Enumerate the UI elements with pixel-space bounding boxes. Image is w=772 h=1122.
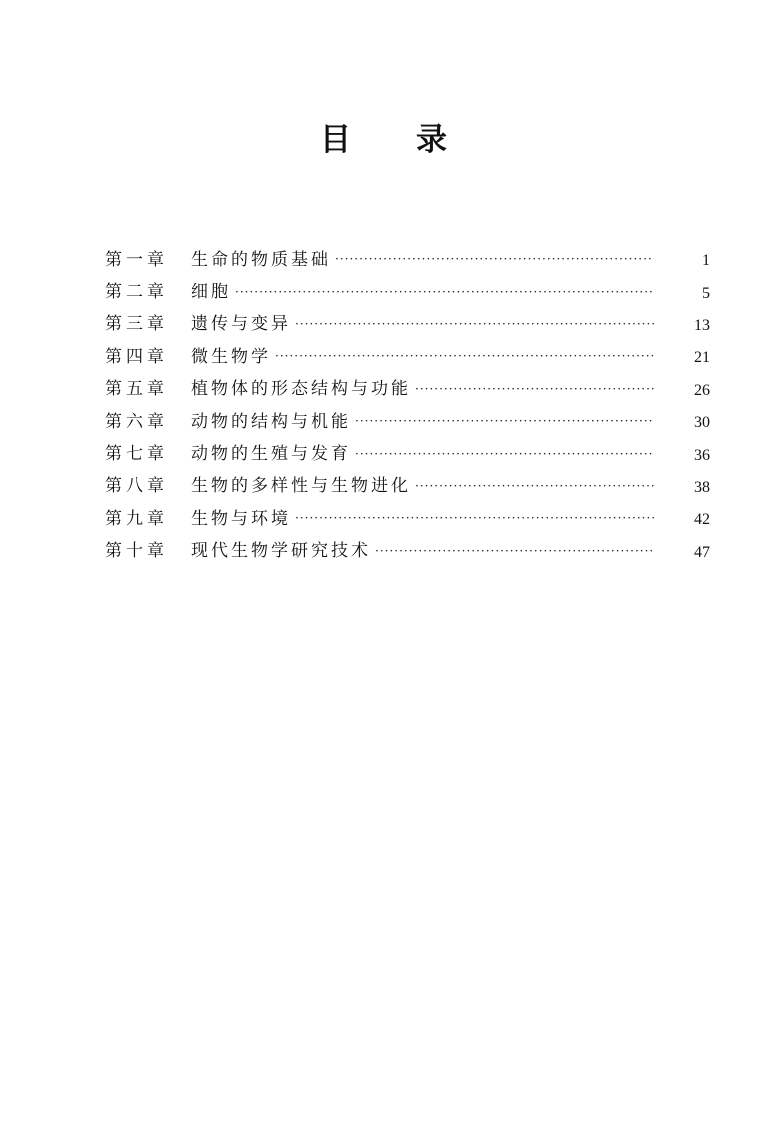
chapter-title: 动物的生殖与发育 xyxy=(191,444,351,465)
toc-entry-1[interactable] xyxy=(105,241,710,273)
chapter-number: 第九章 xyxy=(105,508,168,529)
dot-leader xyxy=(235,285,654,299)
chapter-title: 植物体的形态结构与功能 xyxy=(191,379,411,400)
chapter-number: 第五章 xyxy=(105,379,168,400)
page-number: 47 xyxy=(694,543,710,561)
title-char-1: 目 xyxy=(320,122,351,158)
dot-leader xyxy=(295,317,654,331)
dot-leader xyxy=(295,511,654,525)
page-number: 42 xyxy=(694,511,710,529)
page-number: 21 xyxy=(694,349,710,367)
toc-entry-3[interactable] xyxy=(105,306,710,338)
dot-leader xyxy=(355,414,654,428)
chapter-number: 第七章 xyxy=(105,444,168,465)
chapter-title: 微生物学 xyxy=(191,346,271,367)
title-char-2: 录 xyxy=(416,122,447,158)
chapter-number: 第四章 xyxy=(105,346,168,367)
toc-entry-8[interactable] xyxy=(105,468,710,500)
toc-entry-7[interactable] xyxy=(105,435,710,467)
chapter-number: 第十章 xyxy=(105,541,168,562)
chapter-number: 第八章 xyxy=(105,476,168,497)
dot-leader xyxy=(355,447,654,461)
toc-entry-9[interactable] xyxy=(105,500,710,532)
toc-entry-2[interactable] xyxy=(105,273,710,305)
chapter-number: 第三章 xyxy=(105,314,168,335)
page-number: 13 xyxy=(694,316,710,334)
page-number: 26 xyxy=(694,381,710,399)
dot-leader xyxy=(415,479,654,493)
chapter-number: 第二章 xyxy=(105,282,168,303)
dot-leader xyxy=(375,544,654,558)
page-number: 36 xyxy=(694,446,710,464)
chapter-title: 细胞 xyxy=(191,282,231,303)
page-number: 5 xyxy=(702,284,710,302)
page-number: 38 xyxy=(694,478,710,496)
chapter-title: 动物的结构与机能 xyxy=(191,411,351,432)
toc-entry-4[interactable] xyxy=(105,338,710,370)
dot-leader xyxy=(275,349,654,363)
chapter-title: 生物与环境 xyxy=(191,508,291,529)
chapter-title: 生物的多样性与生物进化 xyxy=(191,476,411,497)
page-number: 1 xyxy=(702,252,710,270)
chapter-number: 第一章 xyxy=(105,249,168,270)
page-number: 30 xyxy=(694,414,710,432)
chapter-title: 现代生物学研究技术 xyxy=(191,541,371,562)
dot-leader xyxy=(415,382,654,396)
toc-entry-10[interactable] xyxy=(105,533,710,565)
toc-entry-6[interactable] xyxy=(105,403,710,435)
toc-entry-5[interactable] xyxy=(105,371,710,403)
chapter-title: 生命的物质基础 xyxy=(191,249,331,270)
dot-leader xyxy=(335,252,654,266)
chapter-number: 第六章 xyxy=(105,411,168,432)
chapter-title: 遗传与变异 xyxy=(191,314,291,335)
table-of-contents xyxy=(105,241,710,565)
